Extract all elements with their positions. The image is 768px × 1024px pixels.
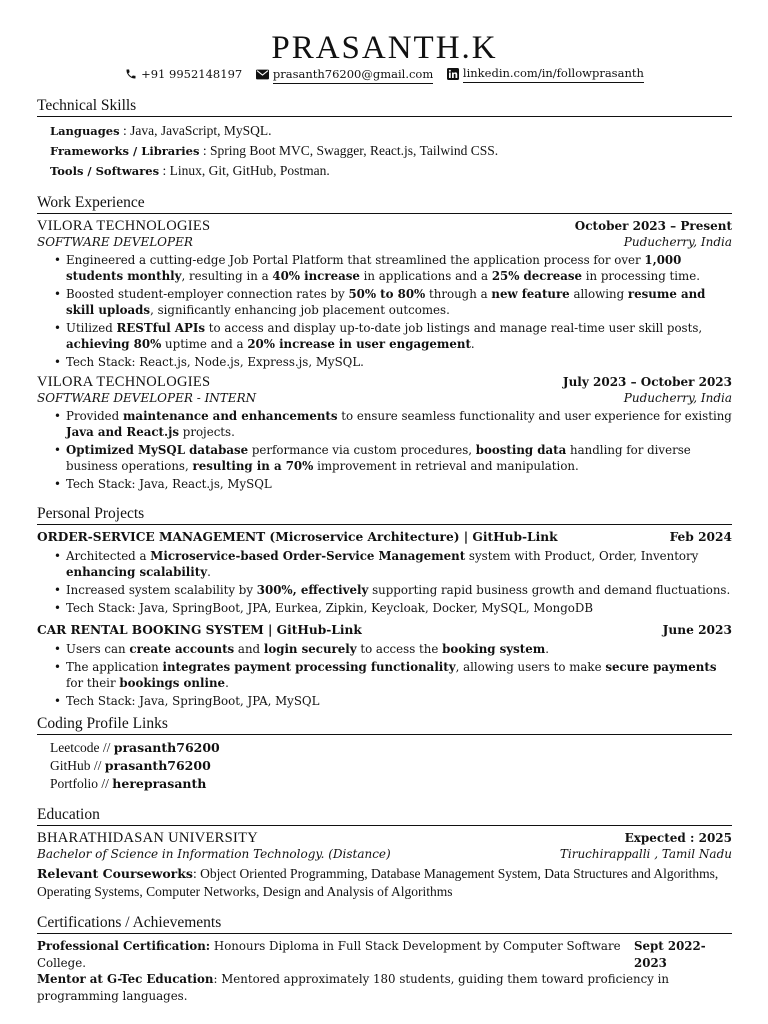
bullet-emphasis: 50% to 80% [348,287,426,302]
section-title-work: Work Experience [37,194,732,214]
linkedin-contact[interactable] [447,65,644,83]
bullet-emphasis: 20% increase in user engagement [247,337,471,352]
degree: Bachelor of Science in Information Technology. (Distance) [37,847,391,862]
profile-handle[interactable]: prasanth76200 [104,758,211,774]
work-date: July 2023 – October 2023 [562,374,732,389]
bullet-text: The application [66,660,163,675]
bullet-text: Boosted student-employer connection rates by [66,287,349,302]
bullet-emphasis: 300%, effectively [256,583,369,598]
skill-label: Languages [50,124,120,138]
bullet-text: Architected a [66,549,151,564]
job-location: Puducherry, India [623,235,732,249]
bullet-emphasis: integrates payment processing functionality [162,660,456,675]
company-name: VILORA TECHNOLOGIES [37,373,211,390]
bullet-emphasis: 25% decrease [491,269,582,284]
bullet-text: Users can [66,642,130,657]
bullet-text: Tech Stack: Java, SpringBoot, JPA, Eurkea, Zipkin, Keycloak, Docker, MySQL, MongoDB [66,600,593,615]
project-bullets [37,641,732,709]
bullet-emphasis: create accounts [129,642,235,657]
skill-label: Frameworks / Libraries [50,144,200,158]
bullet-text: . [545,642,549,657]
work-date: October 2023 – Present [574,219,732,233]
skill-value: Linux, Git, GitHub, Postman. [169,163,330,178]
job-role: SOFTWARE DEVELOPER [37,235,193,249]
bullet-emphasis: resulting in a 70% [192,458,314,473]
email-contact[interactable] [256,66,433,84]
cert-date: Sept 2022-2023 [634,939,706,970]
bullet-text: , resulting in a [181,269,273,284]
bullet-emphasis: maintenance and enhancements [122,408,338,423]
profile-handle[interactable]: hereprasanth [112,776,207,792]
bullet-item [66,641,732,657]
bullet-text: allowing [569,287,628,302]
project-entry [37,622,732,709]
skill-row: Frameworks / Libraries : Spring Boot MVC, Swagger, React.js, Tailwind CSS. [50,143,499,158]
bullet-text: Tech Stack: Java, React.js, MySQL [66,476,272,491]
cert-row [37,938,732,971]
phone-icon [125,68,137,80]
bullet-emphasis: RESTful APIs [116,321,206,336]
work-entry [37,374,732,492]
bullet-emphasis: bookings online [119,676,226,691]
project-entry [37,529,732,616]
bullet-text: performance via custom procedures, [248,442,476,457]
bullet-text: for their [66,676,120,691]
project-bullets [37,548,732,616]
profile-handle[interactable]: prasanth76200 [113,740,220,756]
school-name: BHARATHIDASAN UNIVERSITY [37,830,259,847]
skill-value: Java, JavaScript, MySQL. [130,123,272,138]
profile-site: GitHub [50,758,91,774]
bullet-text: . [470,337,475,352]
bullet-emphasis: achieving 80% [66,337,162,352]
coursework-label: Relevant Courseworks [37,866,193,882]
bullet-emphasis: Java and React.js [66,424,180,439]
school-location: Tiruchirappalli , Tamil Nadu [559,847,732,862]
education-entry [37,830,732,901]
bullet-text: in applications and a [359,269,492,284]
skill-label: Tools / Softwares [50,164,160,178]
work-bullets [37,408,732,492]
bullet-text: through a [425,287,492,302]
bullet-item [66,408,732,441]
section-title-projects: Personal Projects [37,505,732,525]
bullet-item [66,582,732,598]
job-location: Puducherry, India [623,390,732,405]
email-link[interactable]: prasanth76200@gmail.com [273,66,433,84]
bullet-item [66,252,732,285]
bullet-emphasis: 40% increase [272,269,360,284]
skill-value: Spring Boot MVC, Swagger, React.js, Tailwind CSS. [209,143,499,158]
profile-row[interactable]: Leetcode // prasanth76200 [50,740,220,756]
bullet-emphasis: secure payments [605,660,717,675]
phone-text: +91 9952148197 [141,67,243,81]
skill-row: Tools / Softwares : Linux, Git, GitHub, Postman. [50,163,330,178]
project-date: Feb 2024 [669,530,732,545]
bullet-emphasis: new feature [491,287,570,302]
bullet-text: to ensure seamless functionality and user experience for existing [337,408,732,423]
project-title[interactable]: ORDER-SERVICE MANAGEMENT (Microservice Architecture) | GitHub-Link [37,530,558,545]
bullet-text: Tech Stack: Java, SpringBoot, JPA, MySQL [66,694,320,709]
bullet-item [66,600,732,616]
bullet-text: , significantly enhancing job placement outcomes. [150,303,450,318]
skills-list [37,121,732,181]
phone-contact[interactable] [125,66,242,82]
bullet-emphasis: Optimized MySQL database [66,442,249,457]
bullet-text: uptime and a [161,337,248,352]
coursework: Relevant Courseworks: Object Oriented Programming, Database Management System, Data Structures and Algorithms, Operating Systems, Computer Networks, Design and Analysis of Algorithms [37,866,719,900]
linkedin-link[interactable]: linkedin.com/in/followprasanth [463,65,644,83]
bullet-text: improvement in retrieval and manipulation. [313,458,579,473]
bullet-item [66,354,732,370]
bullet-text: to access and display up-to-date job listings and manage real-time user skill posts, [205,321,703,336]
company-name: VILORA TECHNOLOGIES [37,218,211,234]
coursework-list: Object Oriented Programming, Database Management System, Data Structures and Algorithms, Operating Systems, Computer Networks, Design and Analysis of Algorithms [37,866,719,900]
cert-text: Honours Diploma in Full Stack Development by Computer Software College. [37,939,621,970]
cert-label: Mentor at G-Tec Education [37,972,214,987]
bullet-text: , allowing users to make [455,660,606,675]
bullet-text: Tech Stack: React.js, Node.js, Express.js, MySQL. [66,355,364,370]
resume-page [37,0,732,1004]
work-bullets [37,252,732,371]
cert-text: : Mentored approximately 180 students, guiding them toward proficiency in programming languages. [37,972,669,1003]
bullet-text: handling for diverse business operations, [66,442,691,473]
bullet-text: to access the [356,642,443,657]
job-role: SOFTWARE DEVELOPER - INTERN [37,390,257,405]
bullet-text: system with Product, Order, Inventory [465,549,699,564]
bullet-emphasis: login securely [263,642,357,657]
bullet-item [66,548,732,581]
bullet-emphasis: enhancing scalability [66,565,208,580]
bullet-emphasis: 1,000 students monthly [66,253,682,284]
bullet-emphasis: booking system [442,642,546,657]
bullet-text: and [234,642,264,657]
bullet-text: projects. [179,424,235,439]
bullet-text: Increased system scalability by [66,583,257,598]
bullet-text: in processing time. [582,269,700,284]
section-title-certs: Certifications / Achievements [37,914,732,934]
profile-row[interactable]: Portfolio // hereprasanth [50,776,207,792]
project-title[interactable]: CAR RENTAL BOOKING SYSTEM | GitHub-Link [37,623,362,638]
skill-row: Languages : Java, JavaScript, MySQL. [50,123,272,138]
cert-label: Professional Certification: [37,939,211,954]
bullet-text: . [207,565,211,580]
bullet-text: . [225,676,229,691]
bullet-emphasis: Microservice-based Order-Service Management [150,549,466,564]
education-date: Expected : 2025 [624,831,732,846]
bullet-emphasis: boosting data [475,442,567,457]
bullet-item [66,659,732,692]
linkedin-icon [447,68,459,80]
bullet-item [66,320,732,353]
bullet-item [66,693,732,709]
bullet-item [66,286,732,319]
profile-site: Portfolio [50,776,99,792]
profile-list [37,739,732,793]
bullet-text: Utilized [66,321,117,336]
profile-row[interactable]: GitHub // prasanth76200 [50,758,211,774]
resume-name: PRASANTH.K [271,30,498,66]
work-entry [37,218,732,371]
section-title-profiles: Coding Profile Links [37,715,732,735]
bullet-item [66,442,732,475]
bullet-text: supporting rapid business growth and demand fluctuations. [368,583,731,598]
bullet-text: Provided [66,408,123,423]
bullet-item [66,476,732,492]
project-date: June 2023 [662,623,732,638]
cert-row [37,971,732,1004]
contact-line [37,65,732,84]
envelope-icon [256,69,269,80]
profile-site: Leetcode [50,740,100,756]
section-title-skills: Technical Skills [37,97,732,117]
bullet-text: Engineered a cutting-edge Job Portal Platform that streamlined the application process for over [66,253,645,267]
bullet-emphasis: resume and skill uploads [66,287,706,318]
section-title-education: Education [37,806,732,826]
